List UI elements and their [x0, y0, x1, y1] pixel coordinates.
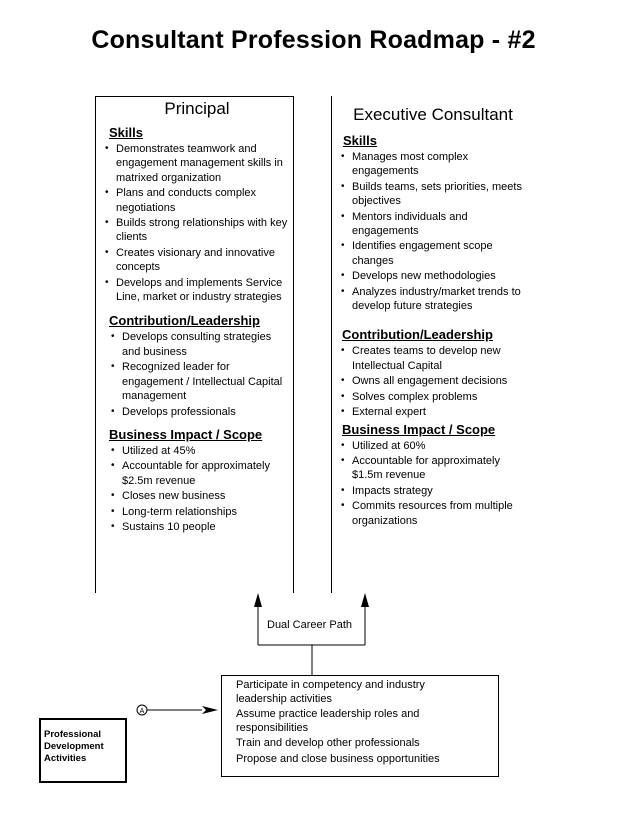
activities-box [221, 675, 499, 777]
list-item: • Mentors individuals and engagements [340, 210, 528, 239]
list-item: • Closes new business [110, 489, 290, 503]
list-item: • Impacts strategy [340, 484, 528, 498]
activity-item: Assume practice leadership roles and responsibilities [236, 708, 420, 734]
list-item: • Builds strong relationships with key clients [104, 216, 290, 245]
list-item: • Builds teams, sets priorities, meets objectives [340, 180, 528, 209]
principal-contribution-heading: Contribution/Leadership [109, 313, 260, 329]
page-title: Consultant Profession Roadmap - #2 [91, 26, 536, 54]
activity-item: Participate in competency and industry leadership activities [236, 679, 425, 705]
list-item: • Creates visionary and innovative concepts [104, 246, 290, 275]
pd-line-1: Professional [44, 729, 102, 740]
connector-arrow-head [202, 706, 218, 714]
executive-impact-heading: Business Impact / Scope [342, 421, 496, 437]
right-arrow-head [361, 593, 369, 607]
list-item: • Analyzes industry/market trends to develop future strategies [340, 285, 528, 314]
dual-career-path-label: Dual Career Path [267, 619, 352, 631]
list-item: • Identifies engagement scope changes [340, 239, 528, 268]
list-item: • Plans and conducts complex negotiations [104, 186, 290, 215]
pd-line-3: Activities [44, 753, 87, 764]
list-item: • Develops professionals [110, 405, 290, 419]
list-item: • Owns all engagement decisions [340, 374, 528, 388]
list-item: • Develops and implements Service Line, market or industry strategies [104, 276, 290, 305]
list-item: • Creates teams to develop new Intellectual Capital [340, 344, 528, 373]
principal-skills-heading: Skills [109, 125, 143, 140]
list-item: • Develops consulting strategies and business [110, 330, 290, 359]
left-arrow-head [254, 593, 262, 607]
list-item: • Demonstrates teamwork and engagement management skills in matrixed organization [104, 142, 290, 185]
list-item: • Accountable for approximately $2.5m revenue [110, 459, 290, 488]
list-item: • Accountable for approximately $1.5m revenue [340, 454, 528, 483]
principal-heading: Principal [164, 99, 230, 118]
list-item: • Utilized at 45% [110, 444, 290, 458]
list-item: • Utilized at 60% [340, 439, 528, 453]
pd-line-2: Development [44, 741, 104, 752]
list-item: • Solves complex problems [340, 390, 528, 404]
list-item: • Manages most complex engagements [340, 150, 528, 179]
list-item: • External expert [340, 405, 528, 419]
principal-impact-heading: Business Impact / Scope [109, 426, 263, 442]
list-item: • Recognized leader for engagement / Intellectual Capital management [110, 360, 290, 403]
activity-item: Propose and close business opportunities [236, 753, 440, 765]
connector-label: A [139, 708, 145, 715]
list-item: • Long-term relationships [110, 505, 290, 519]
list-item: • Develops new methodologies [340, 269, 528, 283]
executive-heading: Executive Consultant [353, 105, 513, 124]
executive-contribution-heading: Contribution/Leadership [342, 327, 493, 343]
list-item: • Sustains 10 people [110, 520, 290, 534]
executive-skills-heading: Skills [343, 133, 377, 148]
activity-item: Train and develop other professionals [236, 737, 420, 749]
list-item: • Commits resources from multiple organizations [340, 499, 528, 528]
professional-development-box [39, 718, 127, 783]
